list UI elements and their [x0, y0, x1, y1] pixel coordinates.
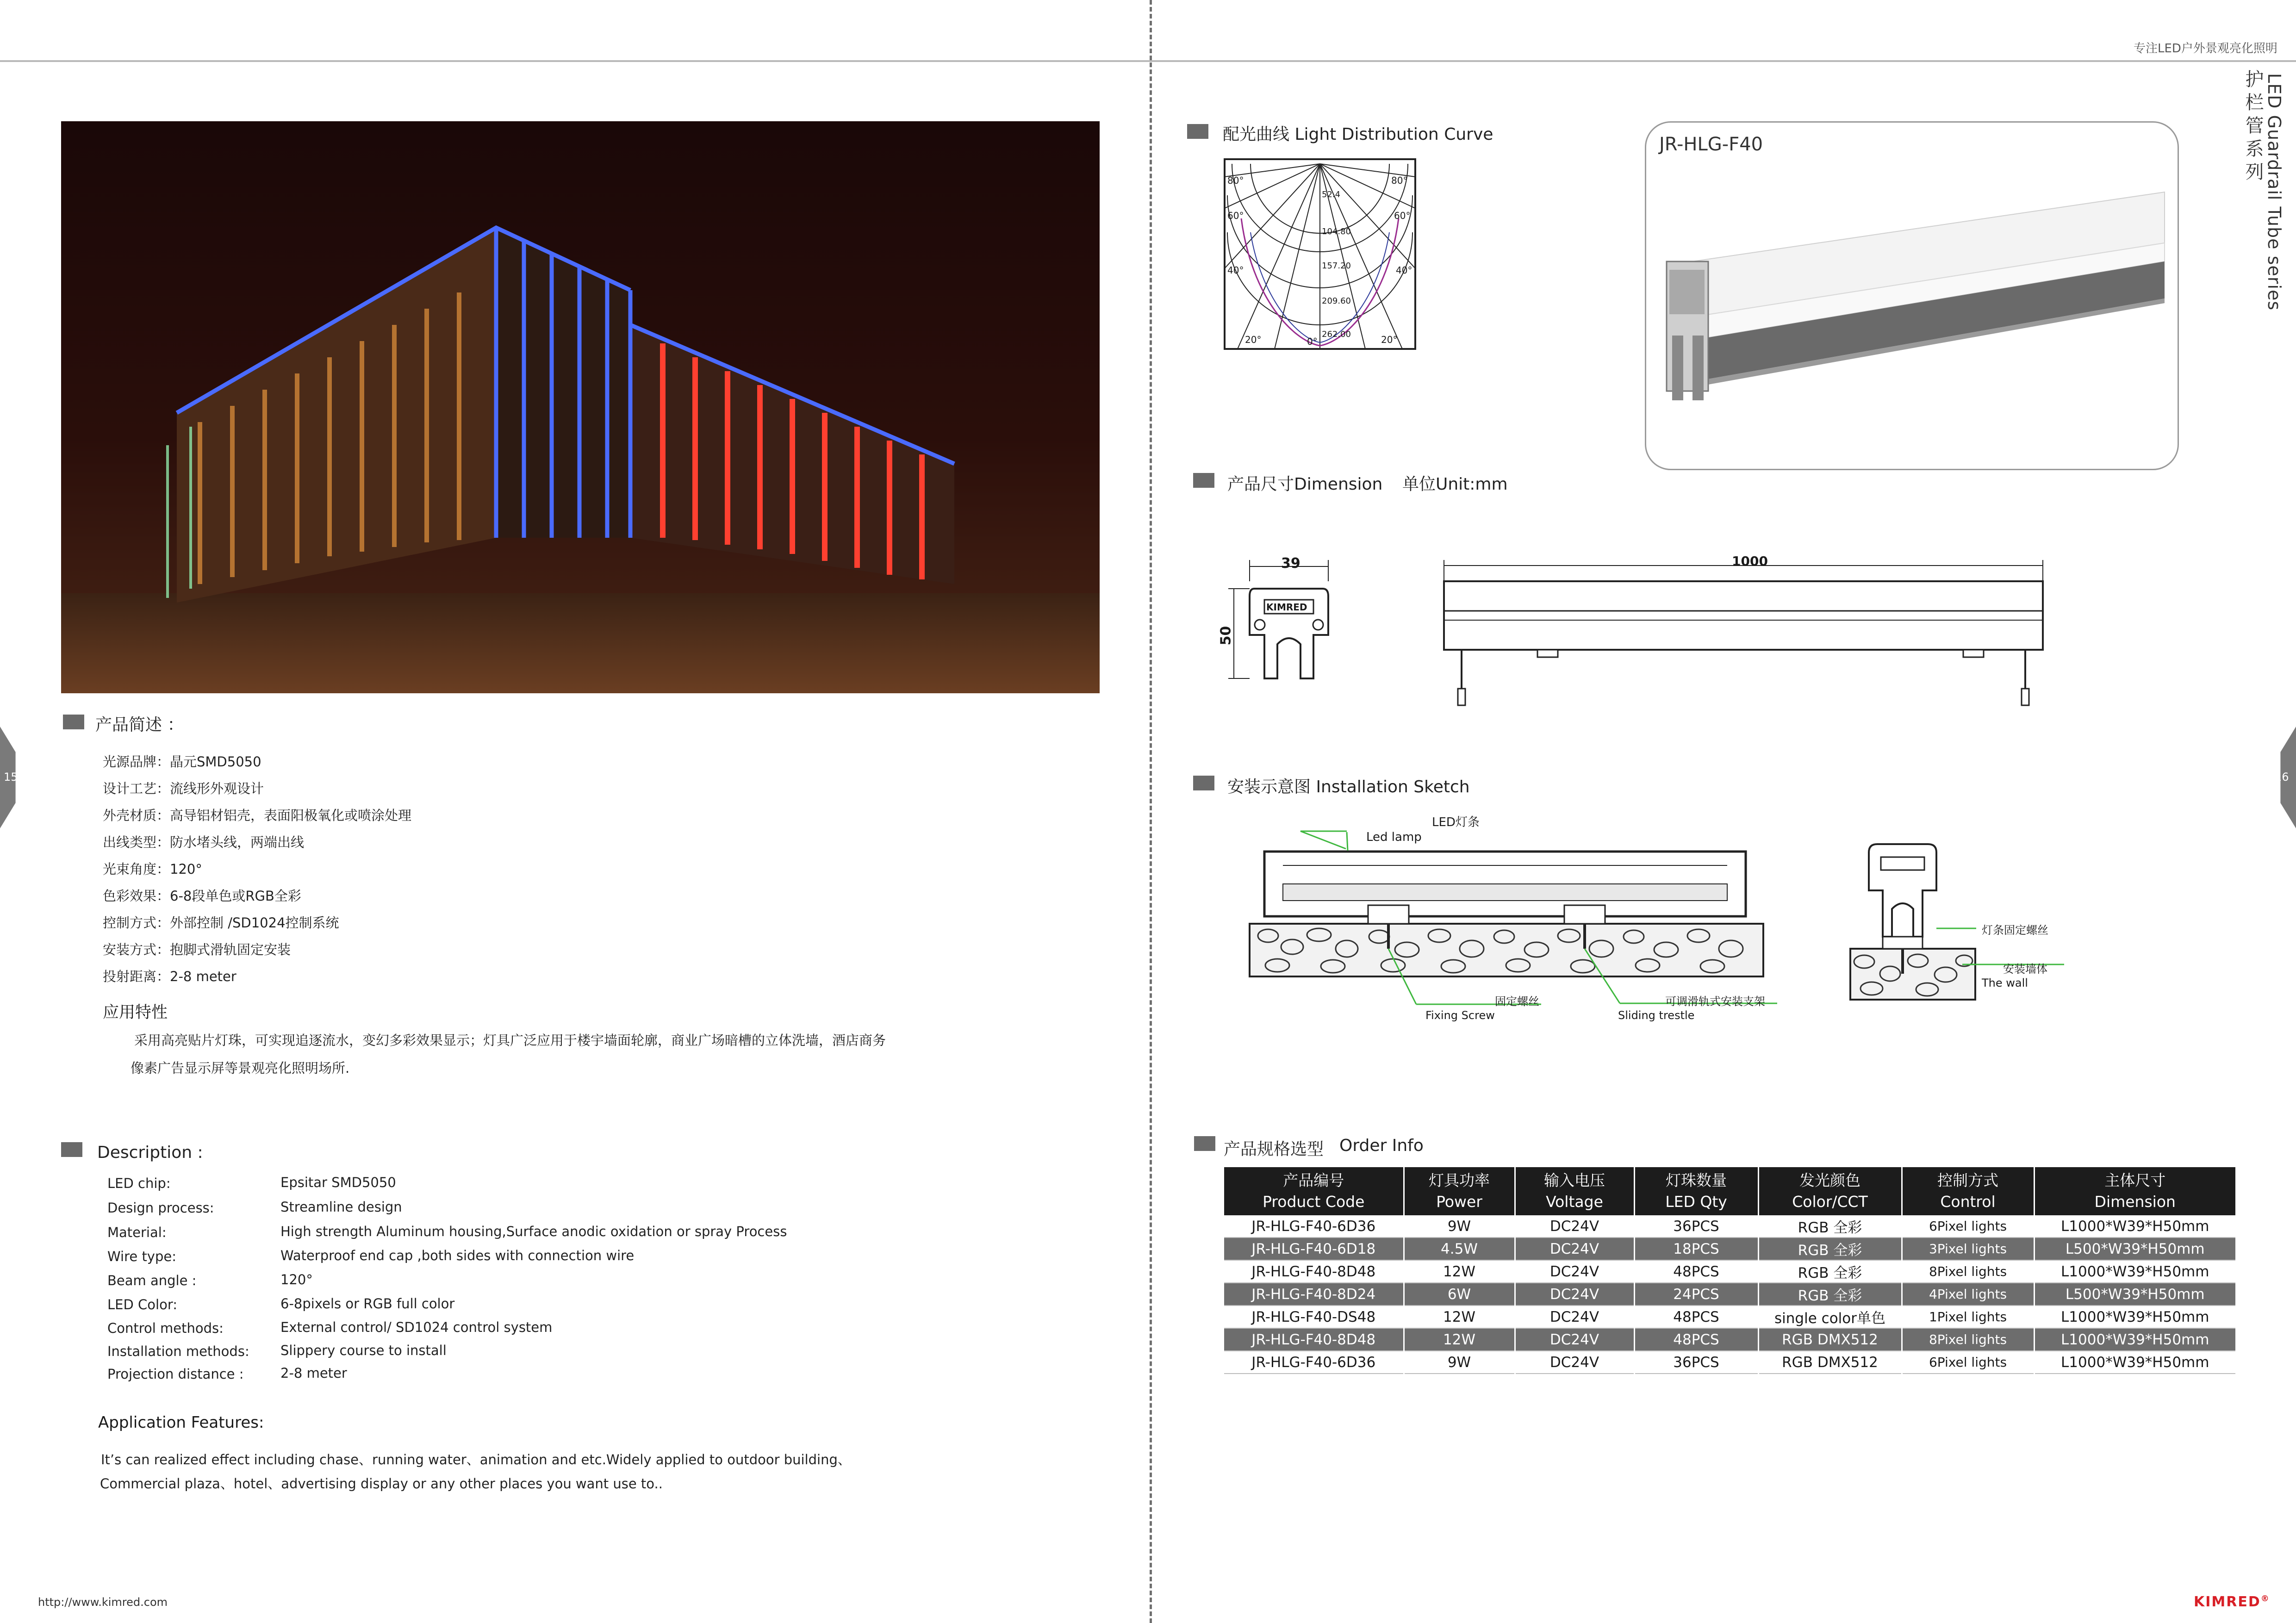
cn-spec-line: 光源品牌：晶元SMD5050 [103, 754, 261, 770]
header-rule-left [0, 60, 1151, 62]
label-trestle-cn: 可调滑轨式安装支架 [1665, 995, 1765, 1008]
dimension-title: 产品尺寸Dimension [1227, 475, 1383, 494]
en-spec-label: Control methods: [107, 1320, 224, 1336]
label-led-en: Led lamp [1366, 830, 1422, 844]
table-header-row [1224, 1167, 2235, 1215]
curve-angle-label: 20° [1381, 334, 1398, 345]
curve-angle-label: 40° [1396, 265, 1412, 276]
order-info-table [1224, 1167, 2235, 1374]
en-spec-label: Design process: [107, 1200, 214, 1216]
en-application-title: Application Features: [98, 1413, 264, 1432]
install-title: 安装示意图 Installation Sketch [1227, 777, 1470, 796]
en-spec-value: High strength Aluminum housing,Surface anodic oxidation or spray Process [280, 1224, 787, 1239]
en-spec-value: Waterproof end cap ,both sides with connection wire [280, 1248, 635, 1263]
en-spec-value: 6-8pixels or RGB full color [280, 1296, 455, 1312]
cn-spec-line: 投射距离：2-8 meter [103, 969, 236, 984]
brand-registered-mark: ® [2260, 1594, 2270, 1604]
en-spec-label: Projection distance : [107, 1366, 244, 1382]
column-header: 产品编号 Product Code [1224, 1167, 1404, 1215]
en-section-title: Description : [97, 1143, 203, 1162]
table-row: JR-HLG-F40-6D36 9W DC24V 36PCS RGB 全彩 6Pixel lights L1000*W39*H50mm [1224, 1215, 2235, 1237]
curve-angle-label: 80° [1227, 175, 1244, 186]
cn-spec-line: 出线类型：防水堵头线，两端出线 [103, 834, 305, 850]
end-view-drawing [1218, 553, 1342, 692]
dimension-unit: 单位Unit:mm [1402, 475, 1508, 494]
curve-radius-label: 157.20 [1322, 261, 1351, 271]
side-title-english: LED Guardrail Tube series [2264, 73, 2284, 311]
cn-application-line: 采用高亮贴片灯珠，可实现追逐流水，变幻多彩效果显示；灯具广泛应用于楼宇墙面轮廓，商业广场暗槽的立体洗墙，酒店商务 [134, 1032, 886, 1048]
en-application-line: Commercial plaza、hotel、advertising display or any other places you want use to.. [100, 1476, 663, 1492]
en-spec-value: Streamline design [280, 1199, 402, 1215]
order-title-en: Order Info [1339, 1136, 1424, 1155]
product-model: JR-HLG-F40 [1659, 134, 1763, 155]
en-spec-label: LED chip: [107, 1175, 171, 1191]
section-marker [1193, 776, 1214, 790]
curve-radius-label: 209.60 [1322, 296, 1351, 306]
dim-width-label: 39 [1281, 555, 1300, 572]
page-fold-line [1150, 0, 1152, 1623]
en-spec-value: External control/ SD1024 control system [280, 1319, 553, 1335]
section-marker [1193, 473, 1214, 488]
en-spec-value: Epsitar SMD5050 [280, 1175, 396, 1190]
curve-angle-label: 60° [1394, 210, 1411, 221]
section-marker [1194, 1136, 1215, 1151]
order-title-cn: 产品规格选型 [1224, 1140, 1324, 1159]
curve-angle-label: 60° [1227, 210, 1244, 221]
cn-spec-line: 光束角度：120° [103, 861, 202, 877]
column-header: 灯具功率 Power [1404, 1167, 1515, 1215]
label-led-cn: LED灯条 [1432, 815, 1480, 829]
en-spec-label: Material: [107, 1225, 167, 1240]
cn-spec-line: 控制方式：外部控制 /SD1024控制系统 [103, 915, 339, 931]
cn-spec-line: 色彩效果：6-8段单色或RGB全彩 [103, 888, 301, 904]
installation-sketch-end [1844, 839, 2084, 1006]
cn-spec-line: 安装方式：抱脚式滑轨固定安装 [103, 942, 291, 958]
light-distribution-curve [1224, 158, 1416, 350]
cn-application-line: 像素广告显示屏等景观亮化照明场所. [131, 1060, 350, 1076]
header-tagline: 专注LED户外景观亮化照明 [2134, 42, 2277, 56]
header-rule-right [1151, 60, 2296, 62]
dim-length-label: 1000 [1732, 553, 1768, 569]
en-spec-label: LED Color: [107, 1297, 178, 1312]
cn-section-title: 产品简述 ： [95, 715, 184, 734]
curve-radius-label: 104.80 [1322, 227, 1351, 236]
table-row: JR-HLG-F40-6D36 9W DC24V 36PCS RGB DMX512 6Pixel lights L1000*W39*H50mm [1224, 1351, 2235, 1374]
building-night-photo [61, 121, 1100, 693]
curve-angle-label: 80° [1391, 175, 1408, 186]
column-header: 主体尺寸 Dimension [2034, 1167, 2235, 1215]
curve-angle-label: 0° [1307, 336, 1318, 347]
page-number-right: 16 [2275, 771, 2289, 784]
website-url[interactable]: http://www.kimred.com [38, 1596, 168, 1609]
cn-application-title: 应用特性 [103, 1003, 168, 1022]
label-wall-cn: 安装墙体 [2003, 963, 2047, 976]
light-curve-title: 配光曲线 Light Distribution Curve [1223, 125, 1493, 144]
dim-height-label: 50 [1218, 626, 1234, 646]
table-row: JR-HLG-F40-DS48 12W DC24V 48PCS single color单色 1Pixel lights L1000*W39*H50mm [1224, 1306, 2235, 1328]
page-number-left: 15 [4, 771, 18, 784]
section-marker [63, 715, 84, 729]
cn-spec-line: 设计工艺：流线形外观设计 [103, 781, 264, 796]
en-spec-value: 2-8 meter [280, 1365, 347, 1381]
label-trestle-en: Sliding trestle [1618, 1009, 1695, 1022]
curve-radius-label: 52.4 [1322, 190, 1341, 199]
section-marker [61, 1142, 82, 1157]
label-screw-cn: 固定螺丝 [1495, 995, 1539, 1008]
column-header: 灯珠数量 LED Qty [1634, 1167, 1758, 1215]
column-header: 输入电压 Voltage [1515, 1167, 1634, 1215]
cn-spec-line: 外壳材质：高导铝材铝壳，表面阳极氧化或喷涂处理 [103, 808, 412, 823]
table-row: JR-HLG-F40-6D18 4.5W DC24V 18PCS RGB 全彩 3Pixel lights L500*W39*H50mm [1224, 1237, 2235, 1260]
curve-angle-label: 40° [1227, 265, 1244, 276]
installation-sketch-main [1240, 810, 1777, 1032]
table-row: JR-HLG-F40-8D24 6W DC24V 24PCS RGB 全彩 4Pixel lights L500*W39*H50mm [1224, 1283, 2235, 1306]
table-row: JR-HLG-F40-8D48 12W DC24V 48PCS RGB 全彩 8Pixel lights L1000*W39*H50mm [1224, 1260, 2235, 1283]
section-marker [1187, 124, 1208, 139]
dim-logo: KIMRED [1266, 602, 1307, 613]
column-header: 发光颜色 Color/CCT [1758, 1167, 1902, 1215]
en-spec-label: Beam angle : [107, 1273, 197, 1288]
column-header: 控制方式 Control [1902, 1167, 2034, 1215]
curve-angle-label: 20° [1245, 334, 1262, 345]
curve-radius-label: 262.00 [1322, 330, 1351, 339]
label-wall-en: The wall [1982, 976, 2028, 989]
side-title-chinese: 护栏管系列 [2242, 69, 2264, 185]
label-screw-en: Fixing Screw [1425, 1009, 1495, 1022]
side-view-drawing [1440, 553, 2047, 711]
en-application-line: It’s can realized effect including chase、running water、animation and etc.Widely applied to outdoor building、 [101, 1452, 851, 1468]
label-lamp-screw-cn: 灯条固定螺丝 [1982, 924, 2048, 937]
brand-name: KIMRED [2194, 1594, 2261, 1610]
en-spec-value: Slippery course to install [280, 1343, 447, 1358]
en-spec-label: Wire type: [107, 1249, 176, 1264]
en-spec-value: 120° [280, 1272, 313, 1287]
table-row: JR-HLG-F40-8D48 12W DC24V 48PCS RGB DMX512 8Pixel lights L1000*W39*H50mm [1224, 1328, 2235, 1351]
en-spec-label: Installation methods: [107, 1343, 249, 1359]
product-image-panel [1645, 121, 2179, 470]
brand-logo [2194, 1594, 2270, 1610]
